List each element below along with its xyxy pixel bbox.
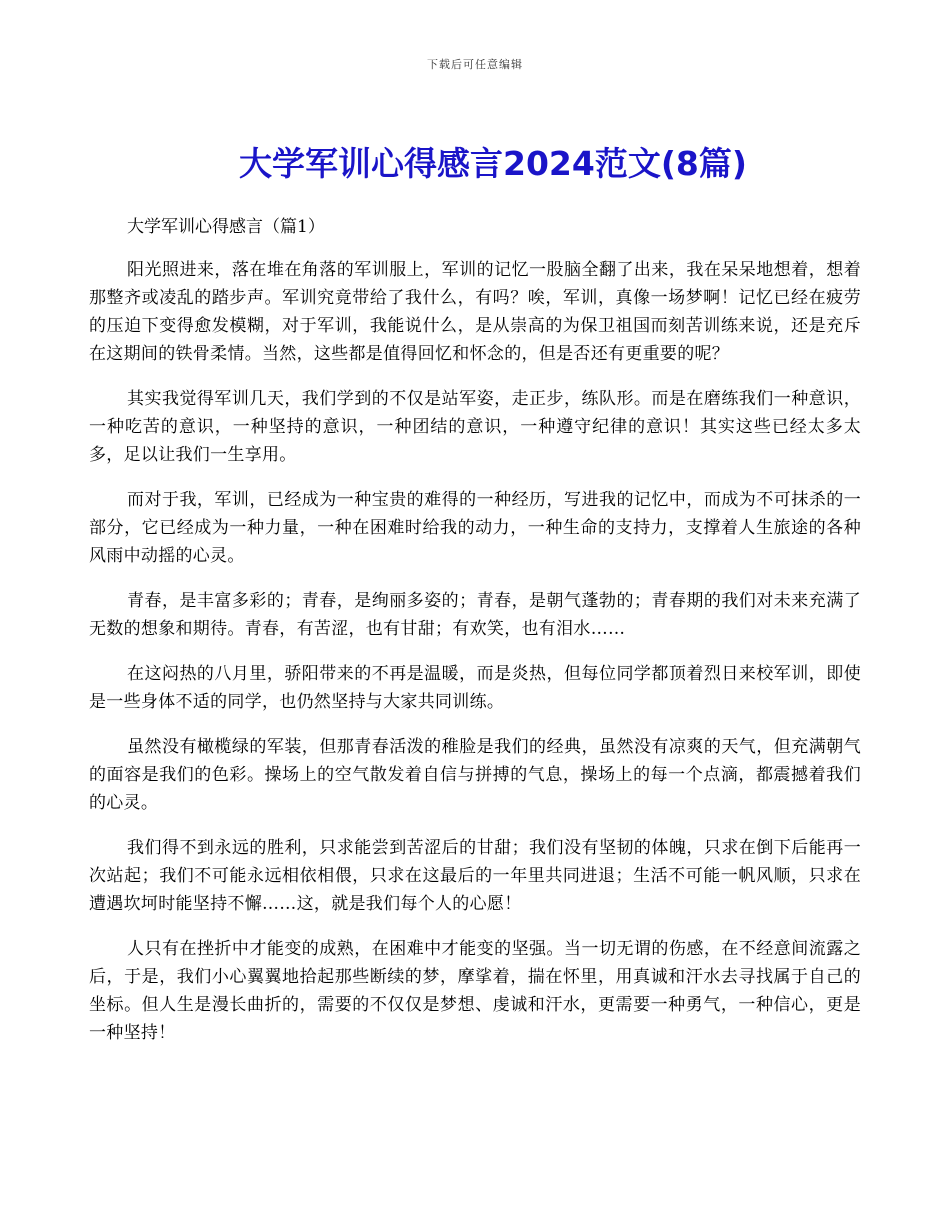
paragraph: 人只有在挫折中才能变的成熟，在困难中才能变的坚强。当一切无谓的伤感，在不经意间流露之后，于是，我们小心翼翼地拾起那些断续的梦，摩挲着，揣在怀里，用真诚和汗水去寻找属于自己的坐标。但人生是漫长曲折的，需要的不仅仅是梦想、虔诚和汗水，更需要一种勇气，一种信心，更是一种坚持！ xyxy=(89,939,861,1043)
paragraph: 而对于我，军训，已经成为一种宝贵的难得的一种经历，写进我的记忆中，而成为不可抹杀的一部分，它已经成为一种力量，一种在困难时给我的动力，一种生命的支持力，支撑着人生旅途的各种风雨中动摇的心灵。 xyxy=(89,490,861,566)
section-heading: 大学军训心得感言（篇1） xyxy=(127,217,325,237)
paragraph: 其实我觉得军训几天，我们学到的不仅是站军姿，走正步，练队形。而是在磨练我们一种意识，一种吃苦的意识，一种坚持的意识，一种团结的意识，一种遵守纪律的意识！其实这些已经太多太多，足以让我们一生享用。 xyxy=(89,389,861,465)
document-title: 大学军训心得感言2024范文(8篇) xyxy=(239,144,747,183)
paragraph: 我们得不到永远的胜利，只求能尝到苦涩后的甘甜；我们没有坚韧的体魄，只求在倒下后能再一次站起；我们不可能永远相依相偎，只求在这最后的一年里共同进退；生活不可能一帆风顺，只求在遭遇坎坷时能坚持不懈……这，就是我们每个人的心愿！ xyxy=(89,838,861,914)
paragraph: 虽然没有橄榄绿的军装，但那青春活泼的稚脸是我们的经典，虽然没有凉爽的天气，但充满朝气的面容是我们的色彩。操场上的空气散发着自信与拼搏的气息，操场上的每一个点滴，都震撼着我们的心灵。 xyxy=(89,737,861,813)
paragraph: 青春，是丰富多彩的；青春，是绚丽多姿的；青春，是朝气蓬勃的；青春期的我们对未来充满了无数的想象和期待。青春，有苦涩，也有甘甜；有欢笑，也有泪水…… xyxy=(89,591,861,639)
paragraph: 在这闷热的八月里，骄阳带来的不再是温暖，而是炎热，但每位同学都顶着烈日来校军训，即使是一些身体不适的同学，也仍然坚持与大家共同训练。 xyxy=(89,664,861,712)
paragraph: 阳光照进来，落在堆在角落的军训服上，军训的记忆一股脑全翻了出来，我在呆呆地想着，想着那整齐或凌乱的踏步声。军训究竟带给了我什么，有吗？唉，军训，真像一场梦啊！记忆已经在疲劳的压迫下变得愈发模糊，对于军训，我能说什么，是从崇高的为保卫祖国而刻苦训练来说，还是充斥在这期间的铁骨柔情。当然，这些都是值得回忆和怀念的，但是否还有更重要的呢？ xyxy=(89,260,861,364)
document-body xyxy=(89,256,861,1064)
header-note: 下载后可任意编辑 xyxy=(427,58,523,71)
